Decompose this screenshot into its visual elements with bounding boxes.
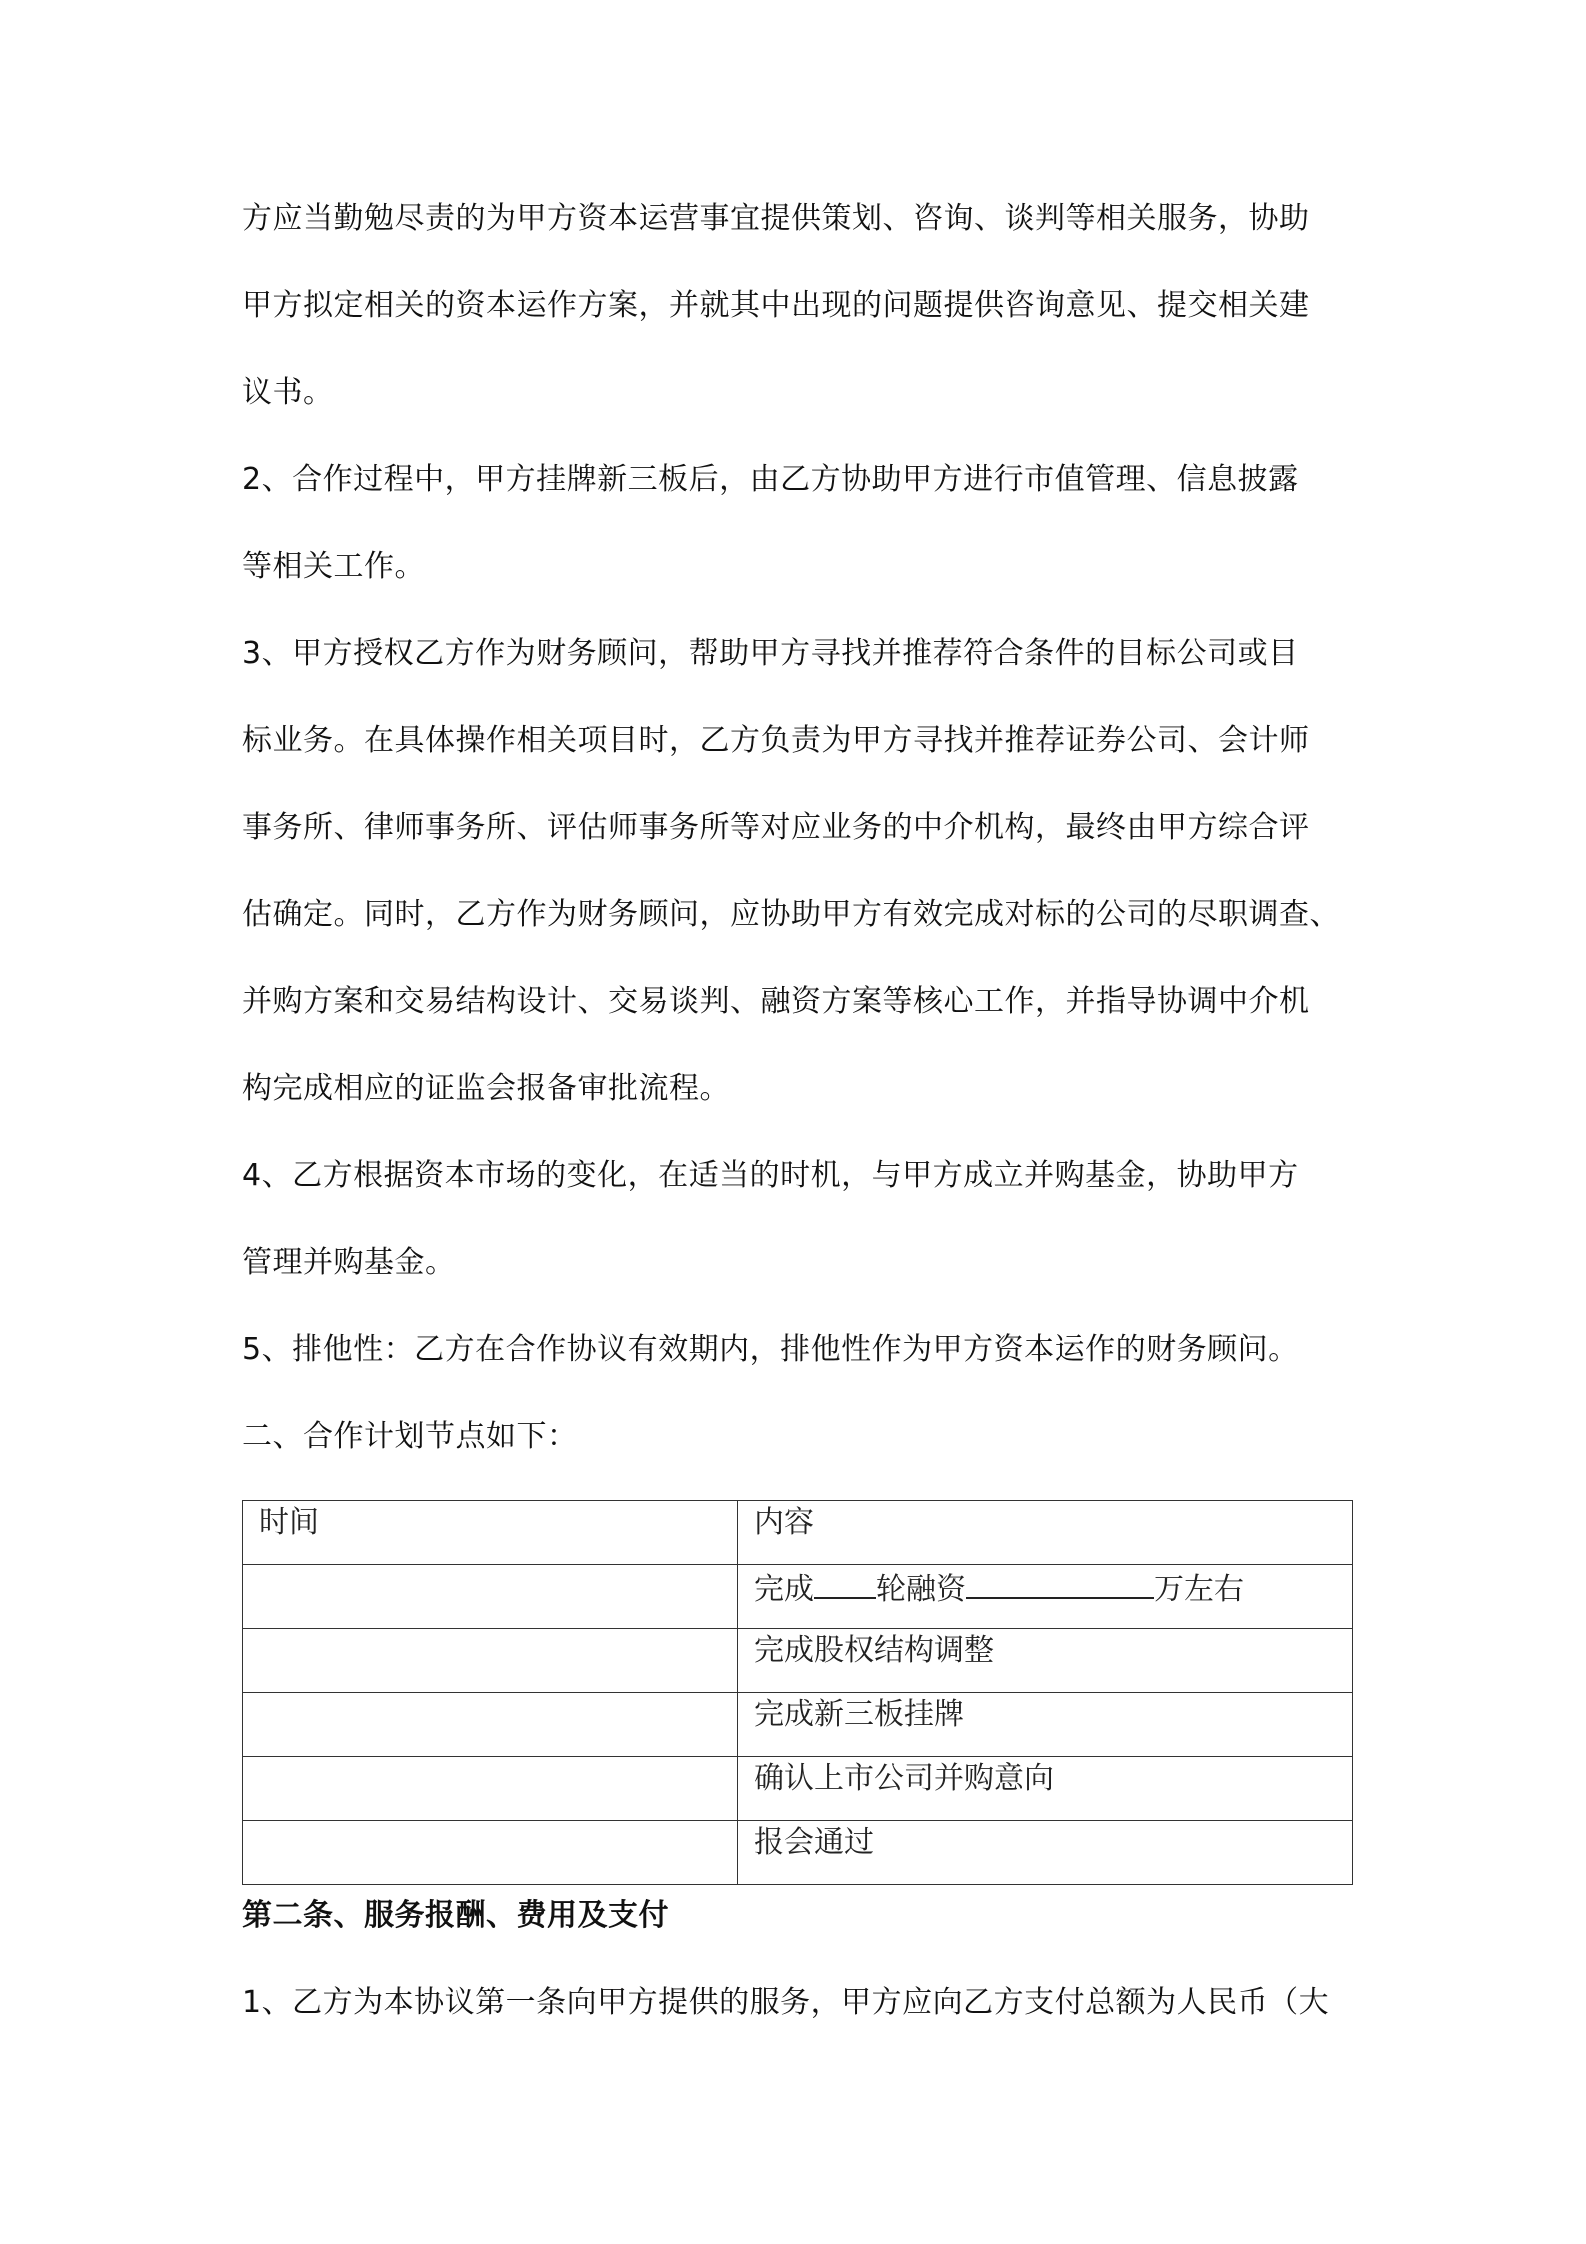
- table-cell-content: 完成股权结构调整: [738, 1629, 1353, 1693]
- paragraph-line: 估确定。同时，乙方作为财务顾问，应协助甲方有效完成对标的公司的尽职调查、: [242, 897, 1340, 932]
- row-text-suffix: 万左右: [1154, 1572, 1244, 1607]
- row-text-middle: 轮融资: [876, 1572, 966, 1607]
- paragraph-line: 5、排他性：乙方在合作协议有效期内，排他性作为甲方资本运作的财务顾问。: [242, 1332, 1299, 1367]
- paragraph-line: 等相关工作。: [242, 549, 425, 584]
- table-row: [243, 1693, 1353, 1757]
- fill-blank: [966, 1565, 1154, 1599]
- row-text-prefix: 完成: [754, 1572, 814, 1607]
- paragraph-line: 并购方案和交易结构设计、交易谈判、融资方案等核心工作，并指导协调中介机: [242, 984, 1310, 1019]
- table-cell-content: 确认上市公司并购意向: [738, 1757, 1353, 1821]
- paragraph-line: 甲方拟定相关的资本运作方案，并就其中出现的问题提供咨询意见、提交相关建: [242, 288, 1310, 323]
- fill-blank: [814, 1565, 876, 1599]
- table-cell-time: [243, 1821, 738, 1885]
- paragraph-line: 方应当勤勉尽责的为甲方资本运营事宜提供策划、咨询、谈判等相关服务，协助: [242, 201, 1310, 236]
- table-cell-time: [243, 1757, 738, 1821]
- table-cell-time: [243, 1693, 738, 1757]
- paragraph-line: 2、合作过程中，甲方挂牌新三板后，由乙方协助甲方进行市值管理、信息披露: [242, 462, 1299, 497]
- paragraph-line: 3、甲方授权乙方作为财务顾问，帮助甲方寻找并推荐符合条件的目标公司或目: [242, 636, 1299, 671]
- table-header-content: 内容: [738, 1501, 1353, 1565]
- paragraph-line: 1、乙方为本协议第一条向甲方提供的服务，甲方应向乙方支付总额为人民币（大: [242, 1985, 1330, 2020]
- table-cell-content: 报会通过: [738, 1821, 1353, 1885]
- paragraph-line: 管理并购基金。: [242, 1245, 456, 1280]
- paragraph-line: 议书。: [242, 375, 334, 410]
- table-header-row: [243, 1501, 1353, 1565]
- paragraph-line: 构完成相应的证监会报备审批流程。: [242, 1071, 730, 1106]
- table-cell-time: [243, 1565, 738, 1629]
- table-header-time: 时间: [243, 1501, 738, 1565]
- paragraph-line: 标业务。在具体操作相关项目时，乙方负责为甲方寻找并推荐证券公司、会计师: [242, 723, 1310, 758]
- table-cell-time: [243, 1629, 738, 1693]
- plan-table: [242, 1500, 1353, 1885]
- table-row: [243, 1565, 1353, 1629]
- table-cell-content: 完成新三板挂牌: [738, 1693, 1353, 1757]
- paragraph-line: 4、乙方根据资本市场的变化，在适当的时机，与甲方成立并购基金，协助甲方: [242, 1158, 1299, 1193]
- table-cell-content: [738, 1565, 1353, 1629]
- table-row: [243, 1629, 1353, 1693]
- section-subheading: 二、合作计划节点如下：: [242, 1419, 578, 1454]
- table-row: [243, 1821, 1353, 1885]
- paragraph-line: 事务所、律师事务所、评估师事务所等对应业务的中介机构，最终由甲方综合评: [242, 810, 1310, 845]
- table-row: [243, 1757, 1353, 1821]
- section-heading: 第二条、服务报酬、费用及支付: [242, 1898, 669, 1933]
